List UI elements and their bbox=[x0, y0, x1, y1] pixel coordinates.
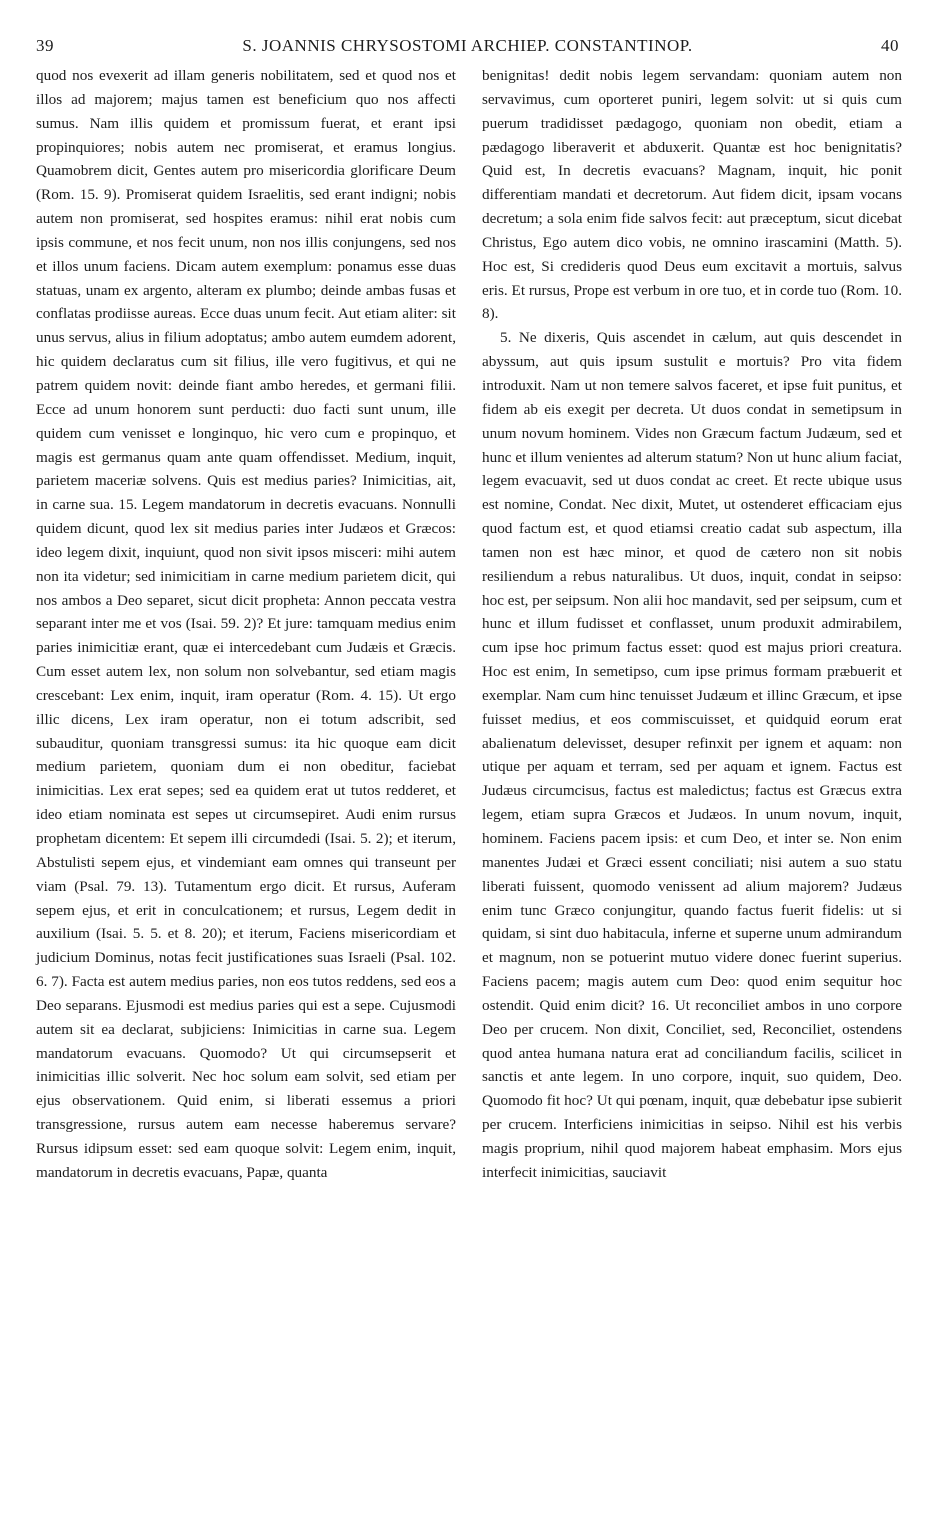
page-number-left: 39 bbox=[36, 36, 54, 55]
paragraph: quod nos evexerit ad illam generis nobilitatem, sed et quod nos et illos ad majorem; majus tamen est beneficium quo nos affecti sumus. Nam illis quidem et promissum fuerat, et erant ipsi propinquiores; nobis autem nec promiserat, et eramus longius. Quamobrem dicit, Gentes autem pro misericordia glorificare Deum (Rom. 15. 9). Promiserat quidem Israelitis, sed erant indigni; nobis autem non promiserat, sed hospites eramus: nihil erat nobis cum ipsis commune, et nos fecit unum, non nos illis conjungens, sed nos et illos unum faciens. Dicam autem exemplum: ponamus esse duas statuas, unam ex argento, alteram ex plumbo; deinde ambas fusas et conflatas prodiisse aureas. Ecce duas unum fecit. Aut etiam aliter: sit unus servus, alius in filium adoptatus; ambo autem eumdem adorent, hic quidem declaratus cum sit filius, ille vero fugitivus, et qui ne patrem quidem novit: deinde fiant ambo heredes, et germani filii. Ecce ad unum honorem sunt perducti: duo facti sunt unum, ille quidem cum venisset e longinquo, hic vero cum e propinquo, et magis est germanus quam ante quam offendisset. Medium, inquit, parietem maceriæ solvens. Quis est medius paries? Inimicitias, ait, in carne sua. 15. Legem mandatorum in decretis evacuans. Nonnulli quidem dicunt, quod lex sit medius paries inter Judæos et Græcos: ideo legem dixit, inquiunt, quod non sivit ipsos misceri: mihi autem non ita videtur; sed inimicitiam in carne medium parietem dicit, qui nos ambos a Deo separet, sicut dicit propheta: Annon peccata vestra separant inter me et vos (Isai. 59. 2)? Et jure: tamquam medius enim paries inimicitiæ erant, quæ ei intercedebant cum Judæis et Græcis. Cum esset autem lex, non solum non solvebantur, sed etiam magis crescebant: Lex enim, inquit, iram operatur (Rom. 4. 15). Ut ergo illic dicens, Lex iram operatur, non ei totum adscribit, sed subauditur, quoniam transgressi sumus: ita hic quoque eam dicit medium parietem, quoniam dum ei non obeditur, faciebat inimicitias. Lex erat sepes; sed ea quidem erat ut tutos redderet, et ideo etiam nominata est sepes ut circumsepiret. Audi enim rursus prophetam dicentem: Et sepem illi circumdedi (Isai. 5. 2); et iterum, Abstulisti sepem ejus, et vindemiant eam omnes qui transeunt per viam (Psal. 79. 13). Tutamentum ergo dicit. Et rursus, Auferam sepem ejus, et erit in conculcationem; et rursus, Legem dedit in auxilium (Isai. 5. 5. et 8. 20); et iterum, Faciens misericordiam et judicium Dominus, notas fecit justificationes suas Israeli (Psal. 102. 6. 7). Facta est autem medius paries, non eos tutos reddens, sed eos a Deo separans. Ejusmodi est medius paries qui est a sepe. Cujusmodi autem sit ea declarat, subjiciens: Inimicitias in carne sua. Legem mandatorum evacuans. Quomodo? Ut qui circumsepserit et inimicitias illic solverit. Nec hoc solum eam solvit, sed etiam per ejus observationem. Quid enim, si liberati essemus a priori transgressione, rursus autem eam necesse haberemus servare? Rursus idipsum esset: sed eam quoque solvit: Legem enim, inquit, mandatorum in decretis evacuans, Papæ, quanta bbox=[36, 67, 456, 1181]
paragraph: 5. Ne dixeris, Quis ascendet in cælum, aut quis descendet in abyssum, aut quis ipsum sustulit e mortuis? Pro vita fidem introduxit. Nam ut non temere salvos faceret, et ipse fuit punitus, et fidem ab eis exegit per decreta. Ut duos condat in semetipsum in unum novum hominem. Vides non Græcum factum Judæum, sed et hunc et illum venientes ad alterum statum? Non ut hunc alium faciat, legem evacuavit, sed ut duos condat ac creet. Et recte ubique usus est nomine, Condat. Nec dixit, Mutet, ut ostenderet efficaciam ejus quod factum est, et quod etiamsi creatio cadat sub aspectum, illa tamen non est hæc minor, et quod de cætero non sit nobis resiliendum a rebus naturalibus. Ut duos, inquit, condat in seipso: hoc est, per seipsum. Non alii hoc mandavit, sed per seipsum, cum et hunc et illum fudisset et conflasset, unum produxit admirabilem, cum ipse hoc primum factus esset: quod est majus priori creatura. Hoc est enim, In semetipso, cum ipse primus formam præbuerit et exemplar. Nam cum hinc tenuisset Judæum et illinc Græcum, et ipse fuisset medius, et eos commiscuisset, et quidquid eorum erat abalienatum delevisset, desuper refinxit per ignem et aquam: non utique per aquam et terram, sed per aquam et ignem. Factus est Judæus circumcisus, factus est maledictus; factus est Græcus extra legem, etiam supra Græcos et Judæos. In unum novum, inquit, hominem. Faciens pacem ipsis: et cum Deo, et inter se. Non enim manentes Judæi et Græci essent conciliati; nisi autem a suo statu liberati fuissent, quomodo venissent ad alium majorem? Judæus enim tunc Græco conjungitur, quando factus fuerit fidelis: ut si quidam, si sint duo habitacula, inferne et superne unum admirandum et magnum, non se potuerint mutuo videre donec fuerint superius. Faciens pacem; magis autem cum Deo: quod enim sequitur hoc ostendit. Quid enim dicit? 16. Ut reconciliet ambos in uno corpore Deo per crucem. Non dixit, Conciliet, sed, Reconciliet, ostendens quod antea humana natura erat ad conciliandum facilis, scilicet in sanctis et ante legem. In uno corpore, inquit, suo quidem, Deo. Quomodo fit hoc? Ut qui pœnam, inquit, quæ debebatur ipse subierit per crucem. Interficiens inimicitias in seipso. Nihil est his verbis magis proprium, nihil quod majorem habeat emphasim. Mors ejus interfecit inimicitias, sauciavit bbox=[482, 329, 902, 1181]
text-column-left bbox=[36, 64, 456, 1185]
paragraph: benignitas! dedit nobis legem servandam: quoniam autem non servavimus, cum oporteret puniri, legem solvit: ut si quis cum puerum tradidisset pædagogo, quoniam non obedit, etiam a pædagogo liberaverit et abduxerit. Quantæ est hoc benignitatis? Quid est, In decretis evacuans? Magnam, inquit, hic ponit differentiam mandati et decretorum. Aut fidem dicit, ipsam vocans decretum; a sola enim fide salvos fecit: aut præceptum, sicut dicebat Christus, Ego autem dico vobis, ne omnino irascamini (Matth. 5). Hoc est, Si credideris quod Deus eum excitavit a mortuis, salvus eris. Et rursus, Prope est verbum in ore tuo, et in corde tuo (Rom. 10. 8). bbox=[482, 67, 902, 323]
running-head: S. JOANNIS CHRYSOSTOMI ARCHIEP. CONSTANTINOP. bbox=[242, 36, 693, 55]
text-column-right bbox=[482, 64, 902, 1185]
page-header bbox=[36, 34, 899, 62]
page-number-right: 40 bbox=[881, 36, 899, 55]
